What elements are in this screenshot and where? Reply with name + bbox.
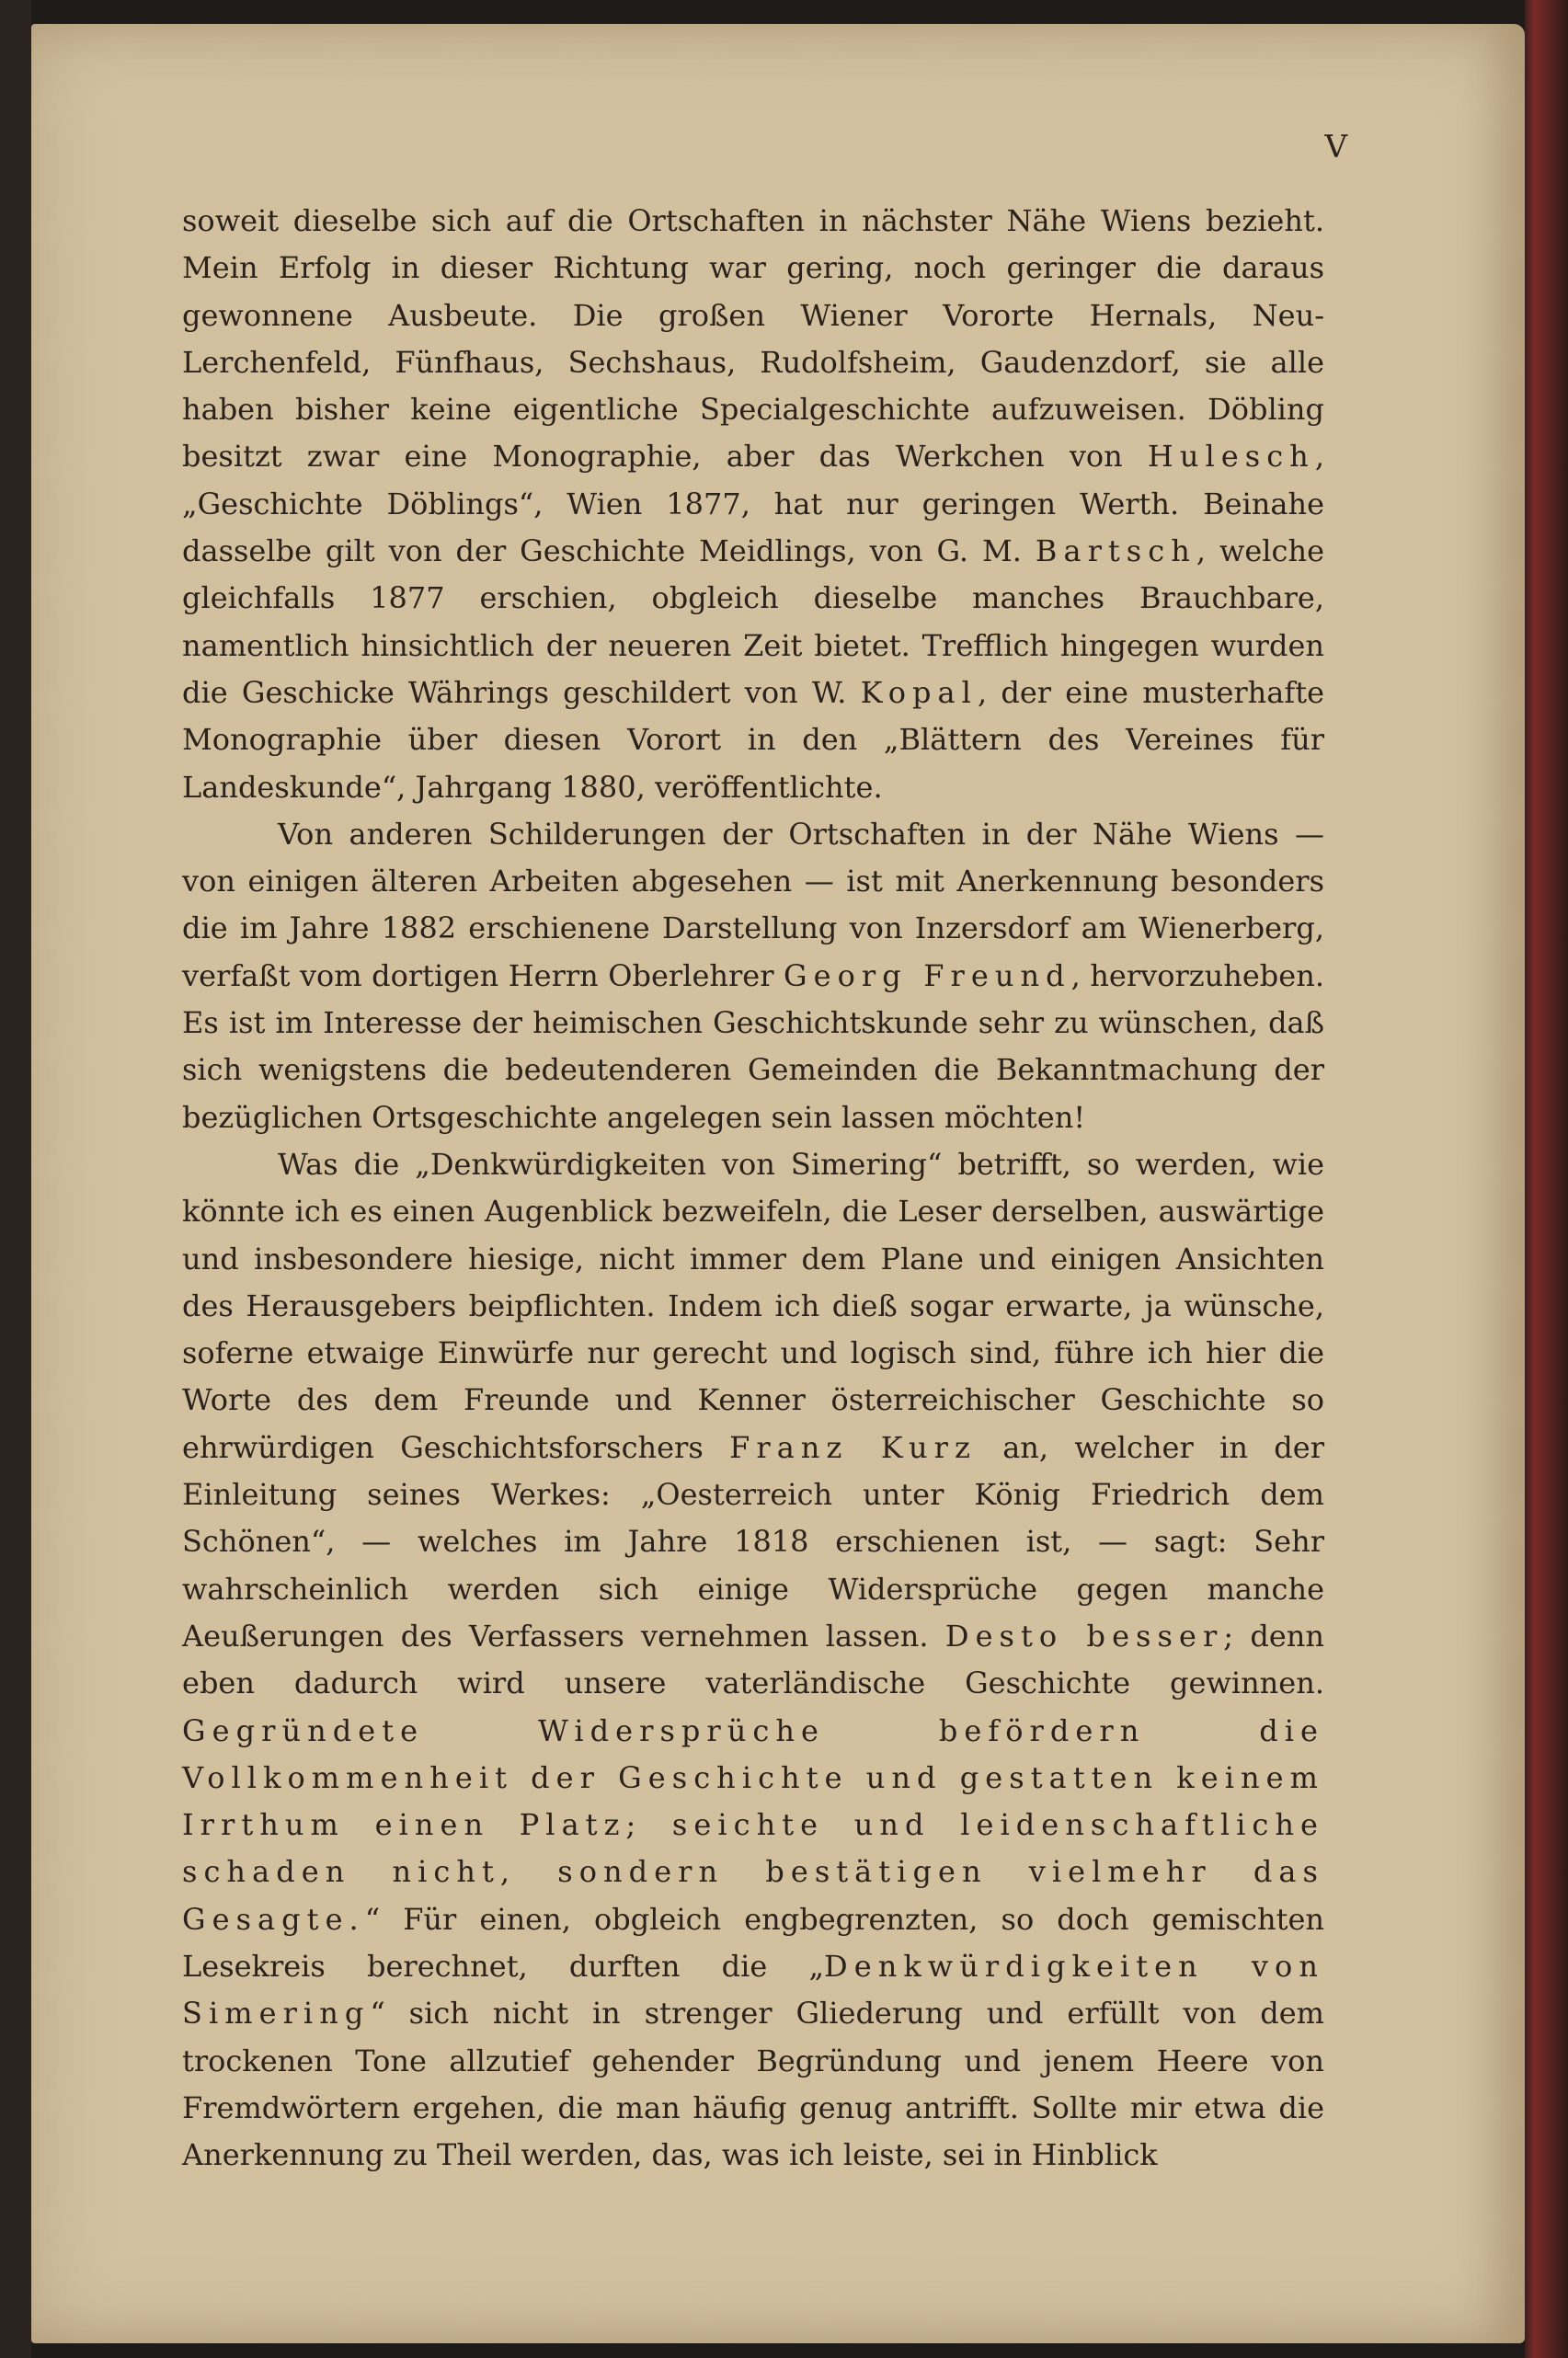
author-name-hulesch: Hulesch [1147,439,1315,475]
text-run: , welche gleichfalls 1877 erschien, obgleich dieselbe manches Brauchbare, namentlich hinsichtlich der neueren Zeit bietet. Trefflich hingegen wurden die Geschicke Währings geschildert von W. [182,533,1325,710]
text-run: soweit dieselbe sich auf die Ortschaften in nächster Nähe Wiens bezieht. Mein Erfolg in dieser Richtung war gering, noch geringer die daraus gewonnene Ausbeute. Die großen Wiener Vororte Hernals, Neu-Lerchenfeld, Fünfhaus, Sechshaus, Rudolfsheim, Gaudenzdorf, sie alle haben bisher keine eigentliche Specialgeschichte aufzuweisen. Döbling besitzt zwar eine Monographie, aber das Werkchen von [182,203,1324,475]
emphasis-desto-besser: Desto besser [944,1618,1224,1654]
paragraph-1 [182,198,1324,811]
page-number: V [1324,129,1347,166]
text-run: , der eine musterhafte Monographie über diesen Vorort in den „Blättern des Vereines für Landeskunde“, Jahrgang 1880, veröffentlichte. [182,674,1325,805]
text-run: “ sich nicht in strenger Gliederung und erfüllt von dem trockenen Tone allzutief gehender Begründung und jenem Heere von Fremdwörtern ergehen, die man häufig genug antrifft. Sollte mir etwa die Anerkennung zu Theil werden, das, was ich leiste, sei in Hinblick [182,1996,1324,2173]
author-name-bartsch: Bartsch [1035,533,1196,569]
text-run: Von anderen Schilderungen der Ortschaften in der Nähe Wiens — von einigen älteren Arbeiten abgesehen — ist mit Anerkennung besonders die im Jahre 1882 erschienene Darstellung von Inzersdorf am Wienerberg, verfaßt vom dortigen Herrn Oberlehrer [182,816,1324,993]
text-run: , „Geschichte Döblings“, Wien 1877, hat nur geringen Werth. Beinahe dasselbe gilt von der Geschichte Meidlings, von G. M. [182,439,1324,569]
text-run: “ Für einen, obgleich engbegrenzten, so doch gemischten Lesekreis berechnet, durften die „ [182,1901,1324,1984]
book-binding-left [0,0,31,2358]
author-name-georg-freund: Georg Freund [784,957,1071,993]
emphasis-book-title: Denkwürdigkeiten von Simering [182,1948,1324,2032]
author-name-kopal: Kopal [860,674,978,710]
paragraph-3 [182,1141,1324,2180]
text-run: ; denn eben dadurch wird unsere vaterländische Geschichte gewinnen. [182,1618,1325,1701]
text-run: an, welcher in der Einleitung seines Werkes: „Oesterreich unter König Friedrich dem Schönen“, — welches im Jahre 1818 erschienen ist, — sagt: Sehr wahrscheinlich werden sich einige Widersprüche gegen manche Aeußerungen des Verfassers vernehmen lassen. [182,1429,1325,1654]
text-run: , hervorzuheben. Es ist im Interesse der heimischen Geschichtskunde sehr zu wünschen, daß sich wenigstens die bedeutenderen Gemeinden die Bekanntmachung der bezüglichen Ortsgeschichte angelegen sein lassen möchten! [182,957,1325,1135]
text-run: Was die „Denkwürdigkeiten von Simering“ betrifft, so werden, wie könnte ich es einen Augenblick bezweifeln, die Leser derselben, auswärtige und insbesondere hiesige, nicht immer dem Plane und einigen Ansichten des Herausgebers beipflichten. Indem ich dieß sogar erwarte, ja wünsche, soferne etwaige Einwürfe nur gerecht und logisch sind, führe ich hier die Worte des dem Freunde und Kenner österreichischer Geschichte so ehrwürdigen Geschichtsforschers [182,1146,1324,1465]
body-text [182,198,1324,2179]
paragraph-2 [182,811,1324,1141]
emphasis-quotation: Gegründete Widersprüche befördern die Vollkommenheit der Geschichte und gestatten keinem Irrthum einen Platz; seichte und leidenschaftliche schaden nicht, sondern bestätigen vielmehr das Gesagte. [182,1712,1324,1937]
author-name-franz-kurz: Franz Kurz [729,1429,977,1465]
book-binding-right [1525,0,1568,2358]
